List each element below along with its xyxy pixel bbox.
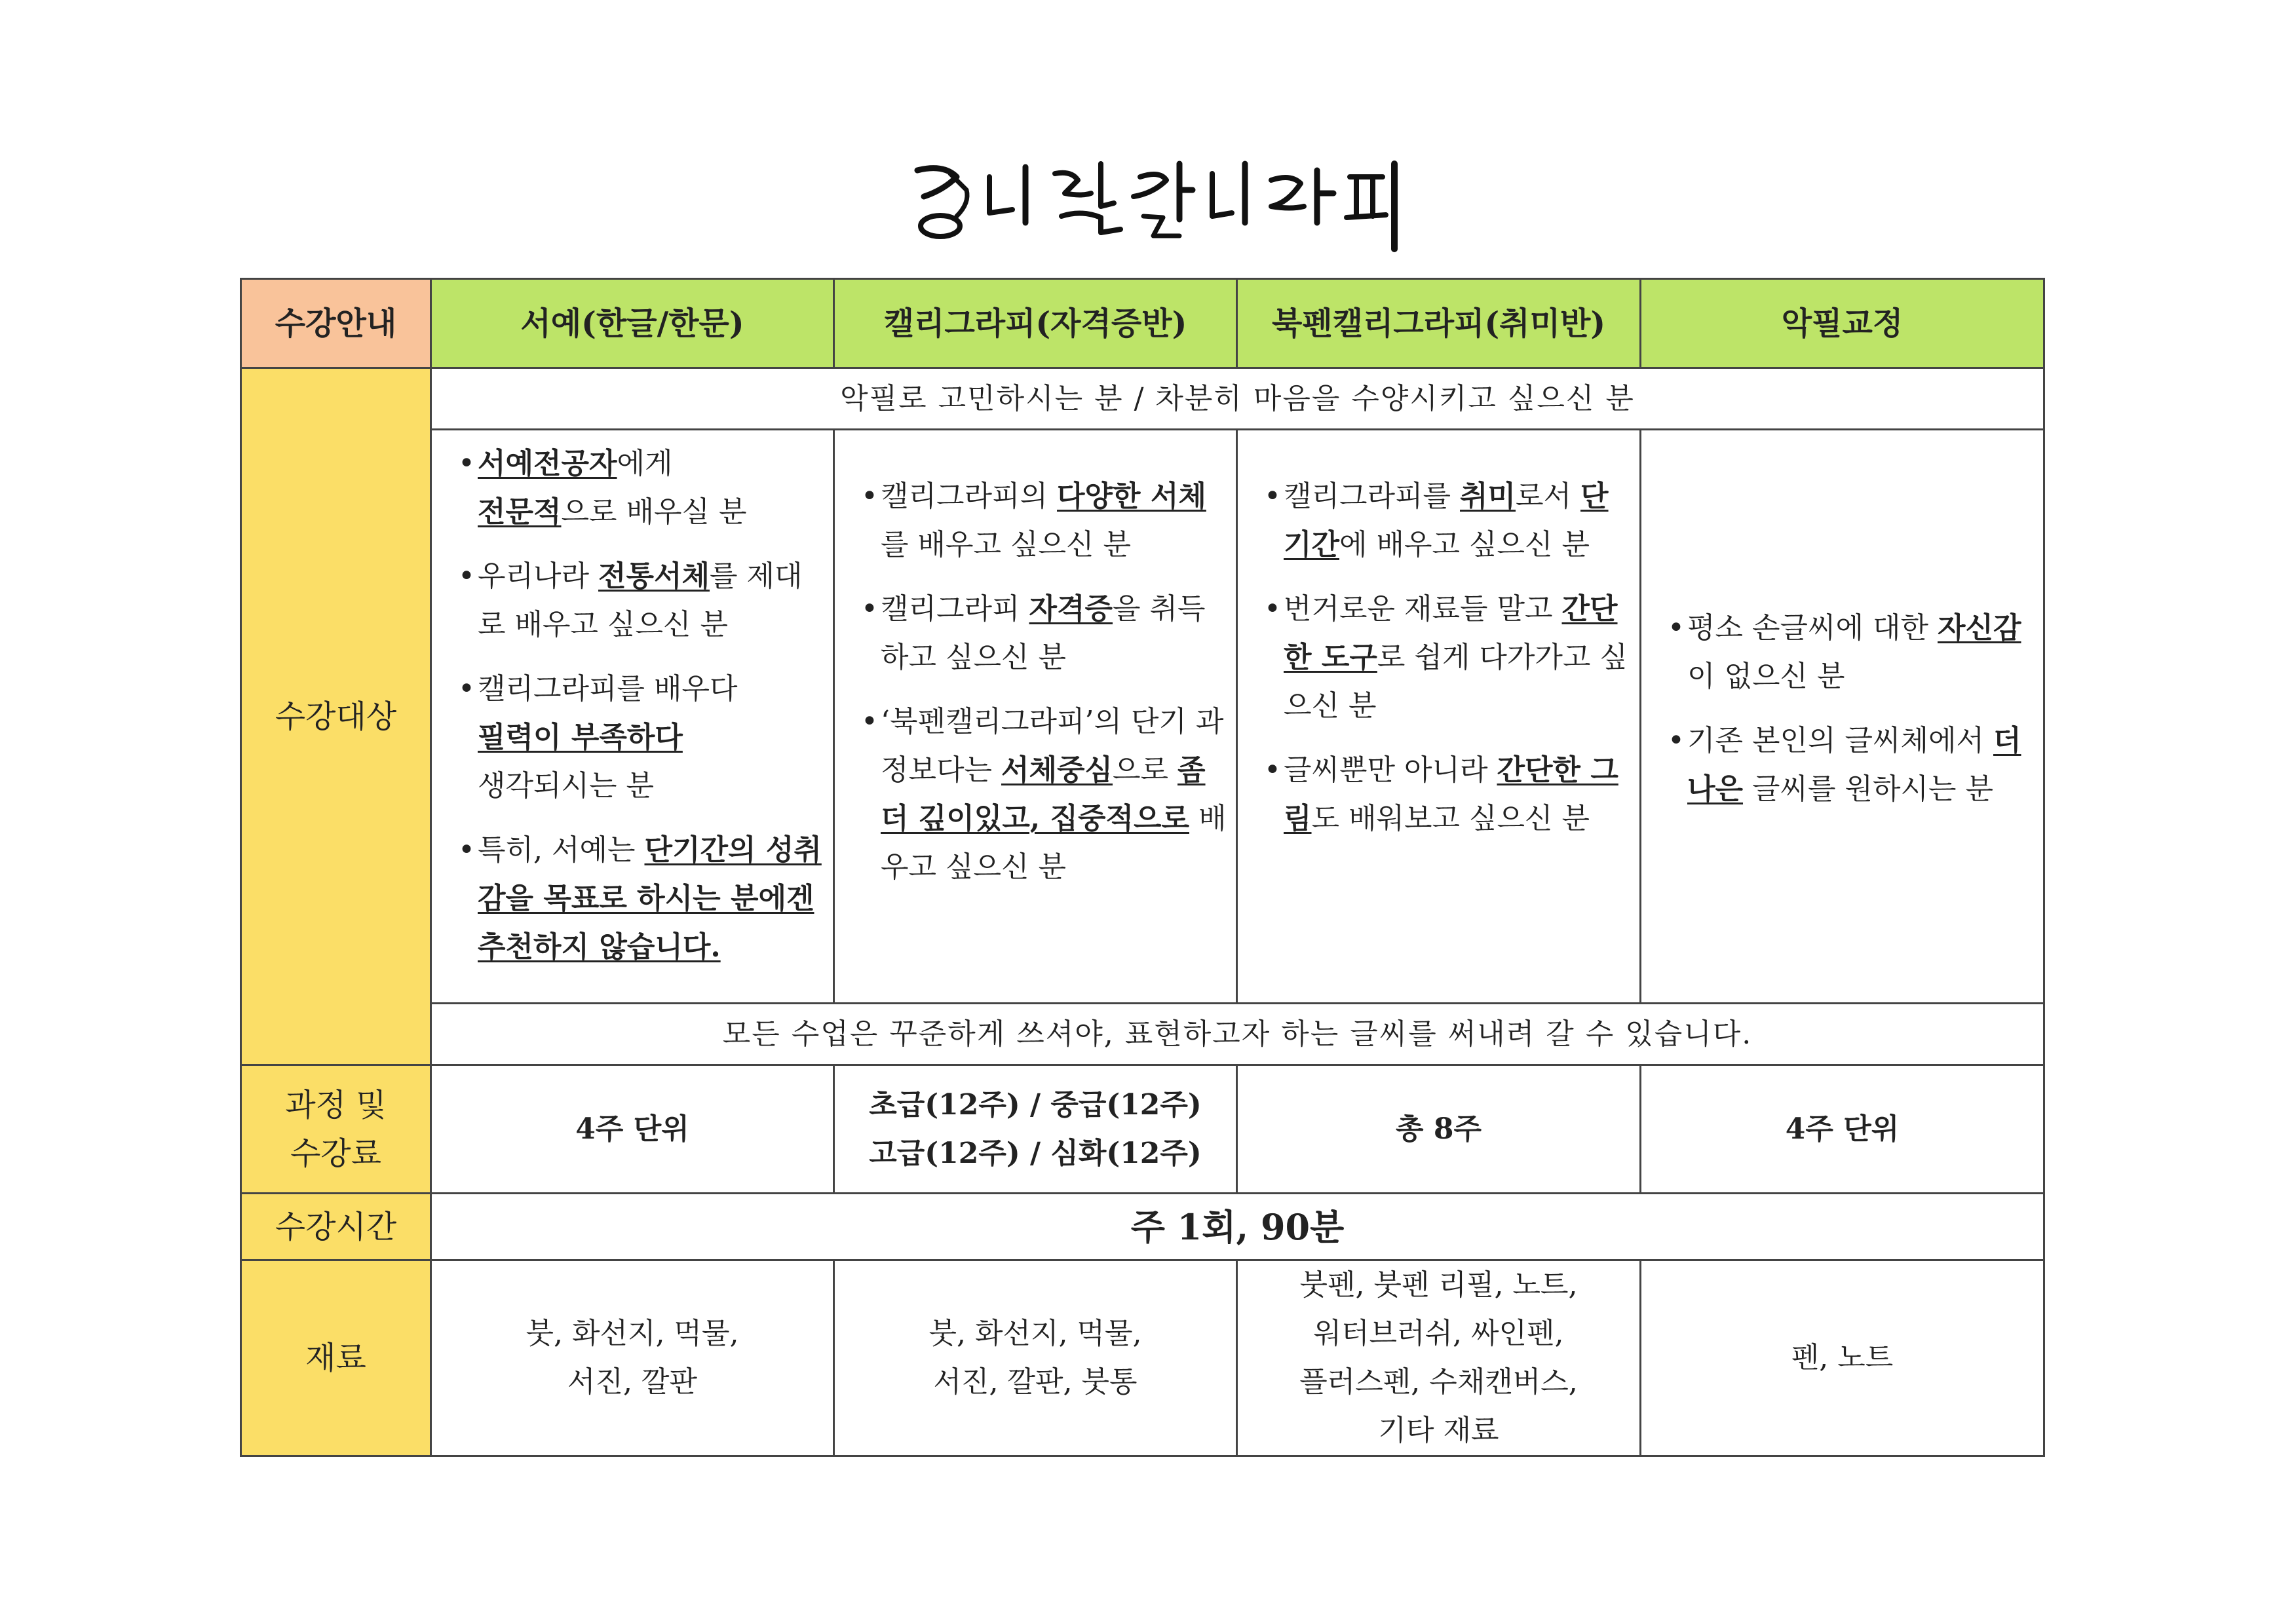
label-materials: 재료 bbox=[241, 1260, 431, 1456]
label-course-fee: 과정 및 수강료 bbox=[241, 1065, 431, 1194]
list-item: • 우리나라 전통서체를 제대로 배우고 싶으신 분 bbox=[458, 552, 826, 649]
target-cell-col2 bbox=[834, 430, 1237, 1004]
calligraphy-logo-icon bbox=[904, 144, 1402, 255]
list-item: • 캘리그라피를 취미로서 단기간에 배우고 싶으신 분 bbox=[1264, 472, 1633, 569]
header-col-calligraphy-cert: 캘리그라피(자격증반) bbox=[834, 279, 1237, 368]
list-item: • 캘리그라피 자격증을 취득하고 싶으신 분 bbox=[861, 585, 1229, 682]
list-item: • ‘북펜캘리그라피’의 단기 과정보다는 서체중심으로 좀 더 깊이있고, 집중적으로 배우고 싶으신 분 bbox=[861, 698, 1229, 892]
course-fee-col4: 4주 단위 bbox=[1641, 1065, 2044, 1194]
brand-logo bbox=[904, 144, 1402, 255]
list-item: • 평소 손글씨에 대한 자신감이 없으신 분 bbox=[1668, 604, 2037, 701]
list-item: • 특히, 서예는 단기간의 성취감을 목표로 하시는 분에겐 추천하지 않습니다. bbox=[458, 826, 826, 972]
header-col-handwriting-correction: 악필교정 bbox=[1641, 279, 2044, 368]
course-table bbox=[240, 278, 2045, 1457]
list-item: • 기존 본인의 글씨체에서 더 나은 글씨를 원하시는 분 bbox=[1668, 717, 2037, 814]
materials-col2: 붓, 화선지, 먹물, 서진, 깔판, 붓통 bbox=[834, 1260, 1237, 1456]
target-cell-col1 bbox=[431, 430, 834, 1004]
target-row bbox=[241, 430, 2044, 1004]
header-row bbox=[241, 279, 2044, 368]
materials-col4: 펜, 노트 bbox=[1641, 1260, 2044, 1456]
label-time: 수강시간 bbox=[241, 1194, 431, 1260]
course-fee-col2: 초급(12주) / 중급(12주) 고급(12주) / 심화(12주) bbox=[834, 1065, 1237, 1194]
target-intro: 악필로 고민하시는 분 / 차분히 마음을 수양시키고 싶으신 분 bbox=[431, 368, 2044, 430]
course-fee-col1: 4주 단위 bbox=[431, 1065, 834, 1194]
header-col-brushpen-hobby: 북펜캘리그라피(취미반) bbox=[1237, 279, 1641, 368]
materials-col3: 붓펜, 붓펜 리필, 노트, 워터브러쉬, 싸인펜, 플러스펜, 수채캔버스, 기타 재료 bbox=[1237, 1260, 1641, 1456]
course-fee-col3: 총 8주 bbox=[1237, 1065, 1641, 1194]
list-item: • 캘리그라피를 배우다 필력이 부족하다 생각되시는 분 bbox=[458, 665, 826, 810]
time-row bbox=[241, 1194, 2044, 1260]
label-target: 수강대상 bbox=[241, 368, 431, 1065]
course-fee-row bbox=[241, 1065, 2044, 1194]
materials-row bbox=[241, 1260, 2044, 1456]
target-outro: 모든 수업은 꾸준하게 쓰셔야, 표현하고자 하는 글씨를 써내려 갈 수 있습니다. bbox=[431, 1004, 2044, 1065]
materials-col1: 붓, 화선지, 먹물, 서진, 깔판 bbox=[431, 1260, 834, 1456]
class-time: 주 1회, 90분 bbox=[431, 1194, 2044, 1260]
header-corner: 수강안내 bbox=[241, 279, 431, 368]
list-item: • 캘리그라피의 다양한 서체를 배우고 싶으신 분 bbox=[861, 472, 1229, 569]
list-item: • 번거로운 재료들 말고 간단한 도구로 쉽게 다가가고 싶으신 분 bbox=[1264, 585, 1633, 730]
target-cell-col4 bbox=[1641, 430, 2044, 1004]
target-cell-col3 bbox=[1237, 430, 1641, 1004]
list-item: • 글씨뿐만 아니라 간단한 그림도 배워보고 싶으신 분 bbox=[1264, 746, 1633, 843]
header-col-calligraphy-traditional: 서예(한글/한문) bbox=[431, 279, 834, 368]
list-item: • 서예전공자에게 전문적으로 배우실 분 bbox=[458, 440, 826, 537]
